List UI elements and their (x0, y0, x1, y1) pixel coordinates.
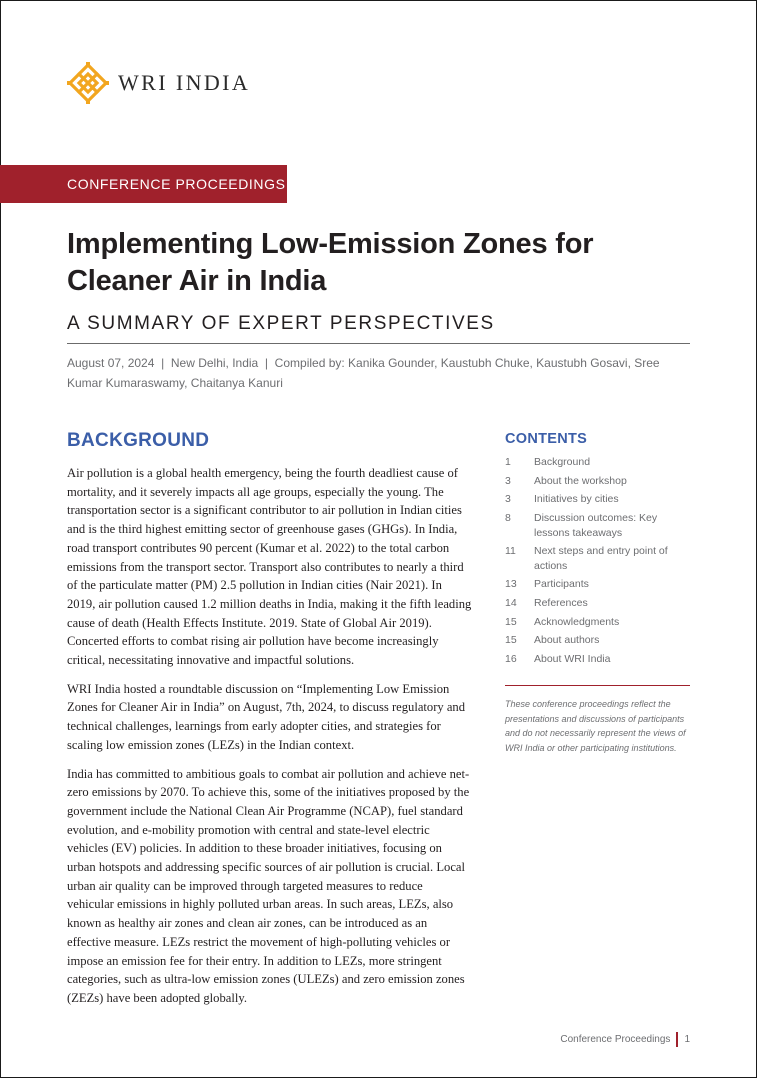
toc-label: Acknowledgments (534, 615, 620, 628)
toc-item-acknowledgments[interactable] (505, 615, 695, 629)
toc-label: Participants (534, 578, 589, 591)
toc-label: Discussion outcomes: Key lessons takeaways (534, 512, 658, 539)
background-heading: BACKGROUND (67, 430, 210, 451)
background-paragraph-3: India has committed to ambitious goals to combat air pollution and achieve net-zero emissions by 2070. To achieve this, some of the initiatives proposed by the government include the National Clean Air Programme (NCAP), fuel standard evolution, and e-mobility promotion with central and state-level electric vehicles (EV) policies. In addition to these broader initiatives, focusing on urban hotspots and addressing specific sources of air pollution is crucial. Local urban air quality can be improved through targeted measures to reduce vehicular emissions in highly polluted urban areas. In such areas, LEZs, also known as healthy air zones and clean air zones, can be introduced as an effective measure. LEZs restrict the movement of high-polluting vehicles or impose an emission fee for their entry. In addition to LEZs, more stringent categories, such as ultra-low emission zones (ULEZs) and zero emission zones (ZEZs) have been adopted globally. (67, 766, 470, 1005)
title-divider (67, 343, 690, 344)
toc-label: About WRI India (534, 653, 611, 666)
toc-label: About authors (534, 634, 600, 647)
toc-label: About the workshop (534, 474, 627, 487)
toc-page-number: 11 (505, 545, 516, 558)
toc-page-number: 3 (505, 474, 511, 487)
background-paragraph-2: WRI India hosted a roundtable discussion on “Implementing Low Emission Zones for Cleaner Air in India” on August, 7th, 2024, to discuss regulatory and technical challenges, learnings from early adopter cities, and strategies for scaling low emission zones (LEZs) in the Indian context. (67, 681, 466, 752)
toc-page-number: 14 (505, 597, 517, 610)
toc-item-about-workshop[interactable] (505, 474, 695, 488)
toc-item-initiatives[interactable] (505, 492, 695, 506)
footer-separator (676, 1032, 678, 1047)
toc-page-number: 15 (505, 615, 517, 628)
contents-divider (505, 685, 690, 686)
banner-label: CONFERENCE PROCEEDINGS (67, 176, 286, 192)
logo-text: WRI INDIA (118, 70, 251, 95)
toc-item-background[interactable] (505, 455, 695, 469)
toc-page-number: 15 (505, 634, 517, 647)
toc-label: Next steps and entry point of actions (534, 545, 668, 572)
toc-item-participants[interactable] (505, 577, 695, 591)
document-meta: August 07, 2024 | New Delhi, India | Compiled by: Kanika Gounder, Kaustubh Chuke, Kaustubh Gosavi, Sree Kumar Kumaraswamy, Chaitanya Kanuri (67, 356, 663, 390)
toc-item-discussion-outcomes[interactable] (505, 511, 695, 540)
document-subtitle: A SUMMARY OF EXPERT PERSPECTIVES (67, 313, 495, 334)
background-body (67, 464, 472, 1018)
document-title: Implementing Low-Emission Zones for Cleaner Air in India (67, 228, 594, 297)
toc-label: References (534, 597, 588, 610)
disclaimer-note: These conference proceedings reflect the presentations and discussions of participants and do not necessarily represent the views of WRI India or other participating institutions. (505, 699, 686, 753)
toc-page-number: 16 (505, 653, 517, 666)
toc-label: Initiatives by cities (534, 493, 619, 506)
toc-label: Background (534, 456, 591, 468)
toc-item-next-steps[interactable] (505, 544, 695, 573)
footer-label: Conference Proceedings (560, 1034, 671, 1045)
conference-proceedings-banner (0, 165, 287, 203)
toc-page-number: 3 (505, 493, 511, 506)
toc-page-number: 8 (505, 512, 511, 525)
contents-heading: CONTENTS (505, 431, 588, 447)
toc-page-number: 13 (505, 578, 517, 591)
toc-item-about-authors[interactable] (505, 633, 695, 647)
wri-lattice-logo-icon (67, 62, 109, 104)
footer-page-number: 1 (684, 1034, 690, 1045)
toc-item-about-wri-india[interactable] (505, 652, 695, 666)
wri-india-logo (67, 62, 250, 104)
page-footer (560, 1032, 690, 1047)
background-paragraph-1: Air pollution is a global health emergency, being the fourth deadliest cause of mortality, and it severely impacts all age groups, especially the young. The transportation sector is a significant contributor to air pollution in Indian cities and is the third highest emitting sector of greenhouse gases (GHGs). In India, road transport contributes 90 percent (Kumar et al. 2022) to the total carbon emissions from the transport sector. Transport also contributes to nearly a third of the particulate matter (PM) 2.5 pollution in Indian cities (Nair 2021). In 2019, air pollution caused 1.2 million deaths in India, making it the fifth leading cause of death (Health Effects Institute. 2019. State of Global Air 2019). Concerted efforts to combat rising air pollution have become increasingly critical, necessitating innovative and impactful solutions. (67, 466, 472, 668)
toc-item-references[interactable] (505, 596, 695, 610)
toc-page-number: 1 (505, 456, 511, 468)
contents-list (505, 455, 695, 671)
